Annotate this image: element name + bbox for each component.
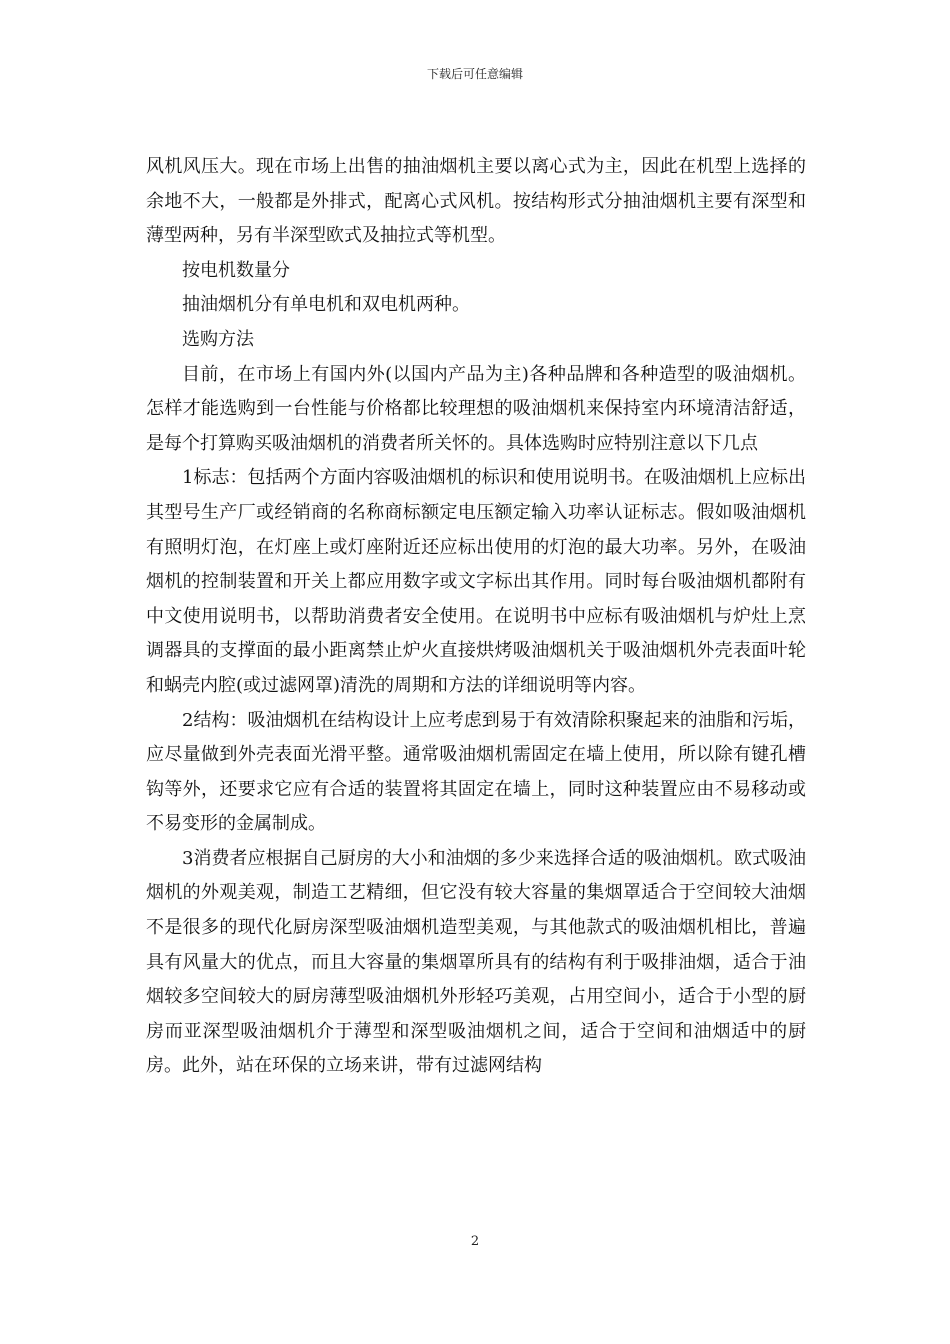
page-header: 下载后可任意编辑	[426, 67, 523, 81]
document-body	[146, 150, 806, 1084]
paragraph-point-2-structure: 2结构：吸油烟机在结构设计上应考虑到易于有效清除积聚起来的油脂和污垢，应尽量做到外壳表面光滑平整。通常吸油烟机需固定在墙上使用，所以除有键孔槽钩等外，还要求它应有合适的装置将其固定在墙上，同时这种装置应由不易移动或不易变形的金属制成。	[146, 709, 806, 835]
section-heading-motor-count: 按电机数量分	[182, 259, 290, 281]
paragraph-motor-types: 抽油烟机分有单电机和双电机两种。	[182, 294, 470, 316]
paragraph-continuation: 风机风压大。现在市场上出售的抽油烟机主要以离心式为主，因此在机型上选择的余地不大，一般都是外排式，配离心式风机。按结构形式分抽油烟机主要有深型和薄型两种，另有半深型欧式及抽拉式等机型。	[146, 156, 806, 247]
paragraph-intro: 目前，在市场上有国内外(以国内产品为主)各种品牌和各种造型的吸油烟机。怎样才能选购到一台性能与价格都比较理想的吸油烟机来保持室内环境清洁舒适，是每个打算购买吸油烟机的消费者所关怀的。具体选购时应特别注意以下几点	[146, 363, 806, 454]
section-heading-purchase-method: 选购方法	[182, 328, 254, 350]
paragraph-point-3-selection: 3消费者应根据自己厨房的大小和油烟的多少来选择合适的吸油烟机。欧式吸油烟机的外观美观，制造工艺精细，但它没有较大容量的集烟罩适合于空间较大油烟不是很多的现代化厨房深型吸油烟机造型美观，与其他款式的吸油烟机相比，普遍具有风量大的优点，而且大容量的集烟罩所具有的结构有利于吸排油烟，适合于油烟较多空间较大的厨房薄型吸油烟机外形轻巧美观，占用空间小，适合于小型的厨房而亚深型吸油烟机介于薄型和深型吸油烟机之间，适合于空间和油烟适中的厨房。此外，站在环保的立场来讲，带有过滤网结构	[146, 847, 806, 1077]
paragraph-point-1-label: 1标志：包括两个方面内容吸油烟机的标识和使用说明书。在吸油烟机上应标出其型号生产厂或经销商的名称商标额定电压额定输入功率认证标志。假如吸油烟机有照明灯泡，在灯座上或灯座附近还应标出使用的灯泡的最大功率。另外，在吸油烟机的控制装置和开关上都应用数字或文字标出其作用。同时每台吸油烟机都附有中文使用说明书，以帮助消费者安全使用。在说明书中应标有吸油烟机与炉灶上烹调器具的支撑面的最小距离禁止炉火直接烘烤吸油烟机关于吸油烟机外壳表面叶轮和蜗壳内腔(或过滤网罩)清洗的周期和方法的详细说明等内容。	[146, 467, 806, 696]
page-number: 2	[470, 1234, 480, 1249]
